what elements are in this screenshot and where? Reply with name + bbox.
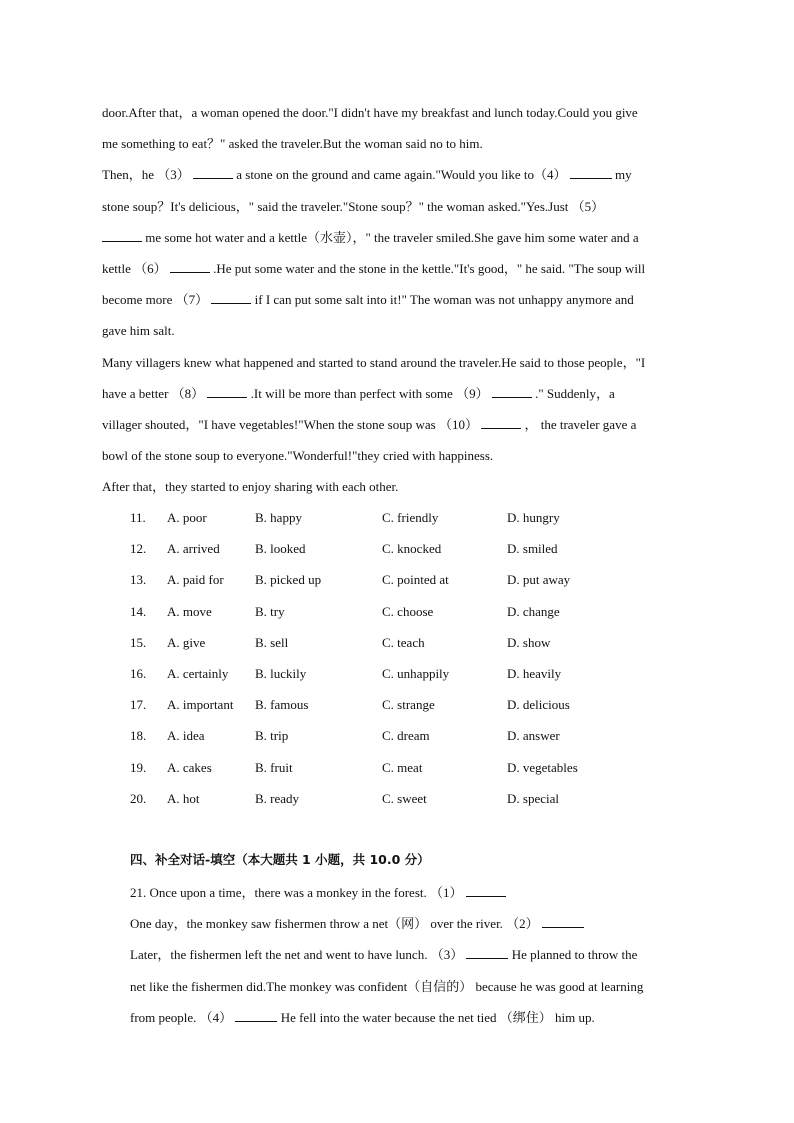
option-b: B. sell [255,634,289,650]
option-b: B. try [255,603,285,619]
answer-blank [211,289,251,304]
option-d: D. vegetables [507,759,578,775]
question-number: 18. [130,728,147,744]
text-segment: if I can put some salt into it!" The woman was not unhappy anymore and [251,292,634,308]
answer-blank [542,913,584,928]
text-line [102,195,694,226]
question-number: 12. [130,541,147,557]
text-segment: He fell into the water because the net tied （绑住） him up. [277,1009,595,1025]
text-line [102,351,694,382]
text-line [102,475,694,506]
question-row [130,662,650,693]
question-number: 11. [130,510,146,525]
text-segment: me something to eat？" asked the traveler.But the woman said no to him. [102,136,483,152]
option-d: D. put away [507,572,571,588]
option-b: B. picked up [255,572,322,588]
text-line [102,132,694,163]
text-line [130,1006,690,1037]
option-d: D. special [507,790,559,806]
option-b: B. famous [255,697,309,713]
text-line [102,288,694,319]
question-number: 16. [130,665,147,681]
text-segment: villager shouted，"I have vegetables!"When the stone soup was （10） [102,416,482,432]
option-d: D. show [507,634,551,650]
text-segment: Later，the fishermen left the net and went to have lunch. （3） [130,947,467,963]
answer-blank [570,164,612,179]
text-line [102,413,694,444]
question-row [130,631,650,662]
text-line [102,163,694,194]
question-number: 20. [130,790,147,806]
section-title: 四、补全对话-填空（本大题共 1 小题，共 10.0 分） [130,852,430,867]
question-number: 19. [130,759,147,775]
option-a: A. important [167,697,234,713]
option-d: D. hungry [507,510,560,525]
text-segment: .It will be more than perfect with some （9） [247,385,492,401]
option-c: C. pointed at [382,572,449,588]
text-segment: ， the traveler gave a [521,416,637,432]
answer-blank [466,944,508,959]
option-c: C. teach [382,634,425,650]
text-segment: have a better （8） [102,385,208,401]
option-c: C. friendly [382,510,439,525]
option-a: A. give [167,634,206,650]
option-a: A. cakes [167,759,212,775]
option-c: C. meat [382,759,423,775]
text-segment: Then，he （3） [102,167,193,183]
question-row [130,568,650,599]
question-number: 15. [130,634,147,650]
text-segment: After that，they started to enjoy sharing with each other. [102,479,399,495]
text-line [130,912,690,943]
text-segment: my [611,167,632,183]
option-b: B. looked [255,541,306,557]
option-c: C. unhappily [382,665,450,681]
dialog-completion [130,881,690,1037]
question-row [130,693,650,724]
question-number: 14. [130,603,147,619]
text-segment: One day，the monkey saw fishermen throw a net（网） over the river. （2） [130,916,542,932]
answer-blank [193,164,233,179]
question-row [130,756,650,787]
text-line [102,444,694,475]
text-segment: a stone on the ground and came again."Would you like to（4） [232,167,570,183]
option-c: C. sweet [382,790,427,806]
option-d: D. change [507,603,560,619]
option-a: A. hot [167,790,200,806]
option-b: B. trip [255,728,289,744]
text-line [130,881,690,912]
option-a: A. move [167,603,212,619]
question-number: 13. [130,572,147,588]
text-segment: .He put some water and the stone in the kettle."It's good，" he said. "The soup will [209,260,646,276]
text-line [130,943,690,974]
text-segment: Many villagers knew what happened and started to stand around the traveler.He said to those people，"I [102,354,646,370]
option-a: A. poor [167,510,207,525]
answer-blank [102,227,142,242]
text-segment: gave him salt. [102,323,175,339]
text-segment: ." Suddenly，a [531,385,615,401]
answer-blank [481,414,521,429]
text-segment: 21. Once upon a time，there was a monkey in the forest. （1） [130,885,466,900]
option-b: B. ready [255,790,300,806]
text-line [102,226,694,257]
option-d: D. heavily [507,665,562,681]
option-d: D. delicious [507,697,570,713]
option-a: A. arrived [167,541,220,557]
reading-passage [102,101,694,506]
text-segment: door.After that，a woman opened the door."I didn't have my breakfast and lunch today.Could you give [102,105,638,120]
text-segment: become more （7） [102,292,212,308]
text-segment: net like the fishermen did.The monkey was confident（自信的） because he was good at learning [130,978,644,994]
option-a: A. certainly [167,665,229,681]
answer-options-table [130,506,650,818]
text-line [102,101,694,132]
option-d: D. answer [507,728,560,744]
option-a: A. paid for [167,572,224,588]
text-segment: me some hot water and a kettle（水壶），" the traveler smiled.She gave him some water and a [142,229,639,245]
option-c: C. choose [382,603,434,619]
question-row [130,600,650,631]
option-c: C. strange [382,697,435,713]
text-line [102,257,694,288]
question-number: 17. [130,697,147,713]
option-c: C. dream [382,728,430,744]
option-c: C. knocked [382,541,442,557]
option-b: B. luckily [255,665,307,681]
answer-blank [492,383,532,398]
text-segment: kettle （6） [102,260,170,276]
option-b: B. happy [255,510,302,525]
text-segment: He planned to throw the [508,947,638,963]
question-row [130,787,650,818]
option-b: B. fruit [255,759,293,775]
option-d: D. smiled [507,541,558,557]
question-row [130,506,650,537]
question-row [130,537,650,568]
answer-blank [170,258,210,273]
text-line [102,382,694,413]
text-line [130,975,690,1006]
text-segment: stone soup？It's delicious，" said the traveler."Stone soup？" the woman asked."Yes.Just （5） [102,198,605,214]
answer-blank [466,882,506,897]
option-a: A. idea [167,728,205,744]
answer-blank [207,383,247,398]
text-segment: bowl of the stone soup to everyone."Wonderful!"they cried with happiness. [102,448,494,464]
answer-blank [235,1007,277,1022]
question-row [130,724,650,755]
text-segment: from people. （4） [130,1009,236,1025]
text-line [102,319,694,350]
